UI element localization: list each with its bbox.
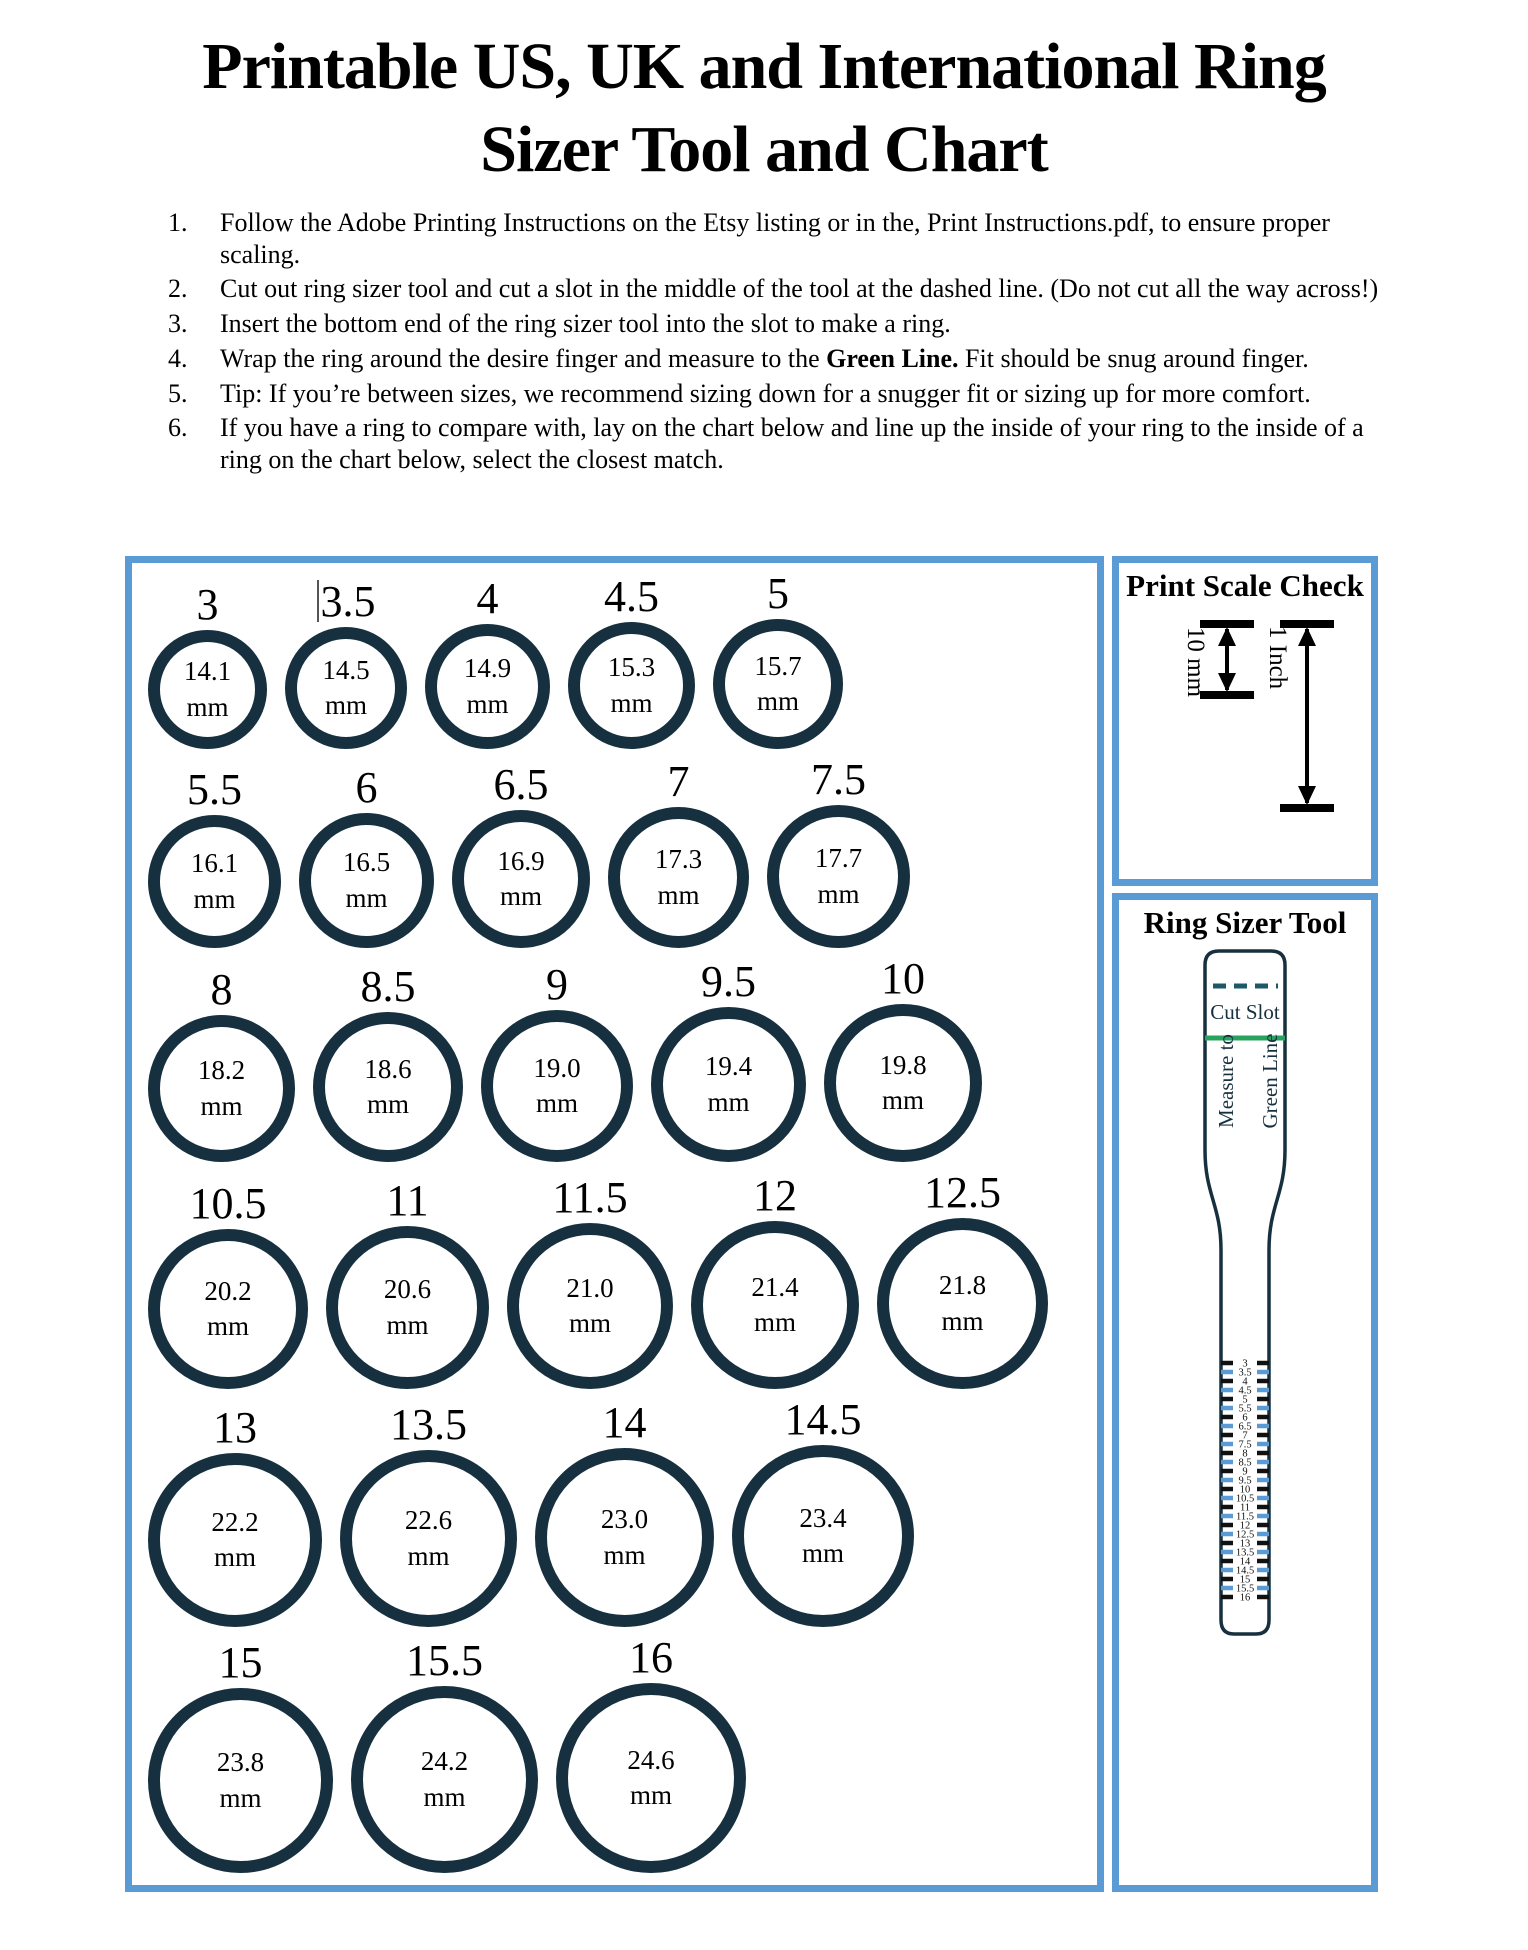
ring-circle bbox=[713, 619, 843, 749]
ring-mm-unit: mm bbox=[193, 883, 236, 914]
page-title bbox=[0, 0, 1528, 191]
ring-mm-label bbox=[601, 1502, 648, 1572]
ring-mm-unit: mm bbox=[801, 1538, 844, 1568]
scale-10mm-arrowhead-up-icon bbox=[1218, 627, 1236, 646]
ring-mm-label bbox=[754, 649, 801, 719]
ring-item bbox=[313, 962, 463, 1162]
ring-mm-label bbox=[627, 1743, 674, 1813]
instruction-number: 3. bbox=[168, 309, 188, 339]
ring-circle bbox=[148, 815, 281, 948]
ring-mm-unit: mm bbox=[466, 688, 509, 719]
ruler-size-label: 10.5 bbox=[1235, 1493, 1255, 1505]
print-scale-check-box bbox=[1112, 556, 1378, 886]
ring-size-label: 9 bbox=[546, 960, 568, 1009]
ring-circle bbox=[824, 1004, 982, 1162]
ring-circle bbox=[608, 807, 749, 948]
ring-circle bbox=[299, 813, 434, 948]
ring-item bbox=[481, 960, 633, 1162]
ring-item bbox=[299, 763, 434, 948]
ruler-size-label: 6 bbox=[1242, 1412, 1248, 1424]
ring-sizer-tool-title: Ring Sizer Tool bbox=[1143, 905, 1347, 940]
ring-mm-label bbox=[566, 1271, 613, 1341]
ring-mm-unit: mm bbox=[941, 1305, 984, 1336]
ruler-size-label: 8 bbox=[1242, 1448, 1248, 1460]
ruler-size-label: 7.5 bbox=[1238, 1439, 1252, 1451]
instruction-number: 5. bbox=[168, 378, 188, 408]
ring-mm-value: 14.5 bbox=[322, 654, 370, 685]
ring-circle bbox=[535, 1448, 714, 1627]
ring-mm-label bbox=[364, 1052, 411, 1122]
ring-row bbox=[148, 954, 1097, 1162]
instruction-bold-text: Green Line. bbox=[826, 343, 959, 373]
ruler-size-label: 14.5 bbox=[1235, 1565, 1255, 1577]
ring-mm-value: 15.3 bbox=[607, 652, 656, 683]
ring-item bbox=[713, 569, 843, 749]
ring-size-label: 7 bbox=[667, 757, 690, 806]
green-line-label: Green Line bbox=[1258, 1033, 1282, 1129]
ring-mm-unit: mm bbox=[499, 881, 542, 911]
ring-mm-unit: mm bbox=[213, 1542, 256, 1572]
ring-item bbox=[148, 580, 267, 749]
ring-circle bbox=[148, 1688, 333, 1873]
ring-mm-unit: mm bbox=[345, 882, 388, 913]
instruction-number: 6. bbox=[168, 413, 188, 443]
ruler-size-label: 9 bbox=[1242, 1466, 1248, 1478]
ring-item bbox=[351, 1636, 538, 1873]
instruction-number: 2. bbox=[168, 274, 188, 304]
ring-item bbox=[824, 954, 982, 1162]
scale-1inch-arrowhead-down-icon bbox=[1298, 786, 1316, 805]
ring-mm-unit: mm bbox=[568, 1308, 611, 1338]
ring-size-label: 12.5 bbox=[924, 1168, 1001, 1217]
ring-mm-value: 16.9 bbox=[497, 845, 545, 876]
ring-mm-label bbox=[405, 1503, 452, 1573]
instruction-text bbox=[220, 378, 1408, 410]
ring-size-label: 4.5 bbox=[604, 572, 659, 621]
ring-circle bbox=[313, 1012, 463, 1162]
ring-row bbox=[148, 569, 1097, 749]
instruction-plain-text: Fit should be snug around finger. bbox=[958, 343, 1309, 373]
ruler-size-label: 12.5 bbox=[1235, 1529, 1255, 1541]
ring-item bbox=[767, 755, 910, 948]
ruler-size-label: 16 bbox=[1239, 1592, 1251, 1604]
print-scale-check-title: Print Scale Check bbox=[1126, 568, 1364, 603]
ring-rows bbox=[148, 569, 1097, 1873]
ring-item bbox=[148, 965, 295, 1162]
ring-size-label: 11.5 bbox=[552, 1173, 628, 1222]
ruler-size-label: 11 bbox=[1239, 1502, 1251, 1514]
ring-mm-unit: mm bbox=[657, 879, 700, 910]
ring-mm-label bbox=[705, 1049, 752, 1119]
instruction-plain-text: Wrap the ring around the desire finger and measure to the bbox=[220, 343, 827, 373]
ring-mm-label bbox=[751, 1270, 798, 1340]
ruler-size-label: 6.5 bbox=[1238, 1421, 1252, 1433]
ruler-size-label: 3.5 bbox=[1238, 1367, 1252, 1379]
ring-item bbox=[535, 1398, 714, 1627]
ring-item bbox=[148, 1403, 322, 1627]
ring-mm-value: 15.7 bbox=[754, 650, 802, 681]
ring-mm-unit: mm bbox=[817, 878, 860, 909]
ring-mm-label bbox=[198, 1053, 245, 1123]
ruler-size-label: 13 bbox=[1239, 1538, 1251, 1550]
instruction-number: 4. bbox=[168, 343, 188, 373]
instruction-text bbox=[220, 308, 1408, 340]
instruction-item bbox=[168, 378, 1408, 410]
ring-mm-value: 22.6 bbox=[404, 1505, 453, 1536]
page-title-line2: Sizer Tool and Chart bbox=[480, 112, 1048, 186]
ring-item bbox=[507, 1173, 673, 1389]
instruction-text bbox=[220, 412, 1408, 475]
ring-mm-unit: mm bbox=[603, 1539, 646, 1570]
ring-mm-label bbox=[655, 842, 702, 912]
instruction-item bbox=[168, 412, 1408, 475]
ring-circle bbox=[148, 1229, 308, 1389]
ruler-size-label: 13.5 bbox=[1235, 1547, 1255, 1559]
ring-size-label: 6 bbox=[355, 763, 378, 812]
ring-mm-value: 23.8 bbox=[216, 1747, 265, 1778]
measure-to-label: Measure to bbox=[1214, 1033, 1238, 1128]
instruction-number: 1. bbox=[168, 208, 188, 237]
ring-size-label: 15 bbox=[218, 1638, 263, 1687]
scale-1inch-arrowhead-up-icon bbox=[1298, 627, 1316, 646]
ring-item bbox=[148, 765, 281, 948]
ring-mm-label bbox=[322, 653, 369, 723]
ring-row bbox=[148, 1633, 1097, 1873]
ruler-size-label: 5 bbox=[1242, 1394, 1248, 1406]
ring-mm-label bbox=[799, 1501, 846, 1571]
ring-mm-value: 14.1 bbox=[183, 656, 232, 687]
ring-mm-label bbox=[211, 1505, 258, 1575]
ruler-size-label: 7 bbox=[1242, 1430, 1248, 1442]
ring-mm-unit: mm bbox=[756, 686, 799, 716]
ring-mm-unit: mm bbox=[881, 1085, 924, 1115]
ring-mm-unit: mm bbox=[423, 1781, 466, 1812]
ring-mm-label bbox=[939, 1268, 986, 1338]
ring-mm-unit: mm bbox=[206, 1311, 249, 1341]
ring-mm-value: 14.9 bbox=[463, 653, 512, 684]
ring-circle bbox=[148, 630, 267, 749]
instruction-item bbox=[168, 343, 1408, 375]
ring-mm-value: 20.6 bbox=[383, 1274, 432, 1305]
ring-size-label: 4 bbox=[476, 574, 499, 623]
ring-circle bbox=[326, 1226, 489, 1389]
ring-size-label: 11 bbox=[386, 1176, 429, 1225]
ring-mm-label bbox=[879, 1048, 926, 1118]
ring-mm-label bbox=[191, 846, 238, 916]
ring-circle bbox=[351, 1686, 538, 1873]
instructions-list bbox=[168, 207, 1408, 476]
instruction-plain-text: Insert the bottom end of the ring sizer tool into the slot to make a ring. bbox=[220, 309, 951, 339]
ring-item bbox=[608, 757, 749, 948]
ring-circle bbox=[340, 1450, 517, 1627]
ring-mm-value: 20.2 bbox=[204, 1275, 252, 1306]
ring-circle bbox=[148, 1015, 295, 1162]
ring-circle bbox=[507, 1223, 673, 1389]
ring-mm-label bbox=[533, 1051, 580, 1121]
ring-size-label: 13 bbox=[213, 1403, 257, 1452]
ring-circle bbox=[556, 1683, 746, 1873]
instruction-text bbox=[220, 273, 1408, 305]
ring-mm-label bbox=[497, 844, 544, 914]
ring-size-chart-box bbox=[125, 556, 1104, 1892]
ring-mm-value: 23.4 bbox=[799, 1502, 847, 1533]
ring-size-label: 14 bbox=[602, 1398, 647, 1447]
ring-circle bbox=[691, 1221, 859, 1389]
ring-item bbox=[732, 1395, 914, 1627]
ring-size-label: 7.5 bbox=[811, 755, 866, 804]
ring-item bbox=[425, 574, 550, 749]
ring-mm-value: 16.5 bbox=[342, 847, 391, 878]
ring-size-label: 8 bbox=[210, 965, 233, 1014]
ring-mm-value: 19.8 bbox=[879, 1049, 927, 1080]
ring-circle bbox=[425, 624, 550, 749]
ruler-size-label: 3 bbox=[1242, 1358, 1248, 1370]
ring-item bbox=[651, 957, 806, 1162]
instruction-plain-text: Tip: If you’re between sizes, we recommend sizing down for a snugger fit or sizing up for more comfort. bbox=[220, 378, 1311, 408]
ring-mm-label bbox=[384, 1272, 431, 1342]
ring-mm-unit: mm bbox=[200, 1090, 243, 1121]
ring-mm-unit: mm bbox=[186, 691, 229, 722]
ring-mm-unit: mm bbox=[366, 1089, 409, 1119]
ring-circle bbox=[732, 1445, 914, 1627]
ring-mm-label bbox=[421, 1744, 468, 1814]
ring-size-label: 3.5 bbox=[317, 577, 376, 627]
ring-size-label: 6.5 bbox=[493, 760, 549, 809]
ring-mm-value: 17.7 bbox=[814, 843, 863, 874]
ruler-size-label: 14 bbox=[1239, 1556, 1251, 1568]
ring-mm-label bbox=[184, 654, 231, 724]
instruction-text bbox=[220, 207, 1408, 270]
ruler-size-label: 15 bbox=[1239, 1574, 1251, 1586]
ring-mm-value: 18.2 bbox=[197, 1055, 246, 1086]
ruler-size-label: 15.5 bbox=[1235, 1583, 1255, 1595]
ring-size-label: 9.5 bbox=[701, 957, 756, 1006]
ring-size-label: 14.5 bbox=[784, 1395, 862, 1444]
ruler-size-label: 4 bbox=[1242, 1376, 1248, 1388]
ring-mm-label bbox=[204, 1274, 251, 1344]
ring-size-label: 13.5 bbox=[390, 1400, 467, 1449]
ruler-size-label: 11.5 bbox=[1236, 1511, 1254, 1523]
instruction-plain-text: Follow the Adobe Printing Instructions on the Etsy listing or in the, Print Instructions.pdf, to ensure proper scaling. bbox=[220, 208, 1330, 269]
ring-mm-unit: mm bbox=[707, 1086, 750, 1117]
ring-mm-value: 23.0 bbox=[600, 1504, 649, 1535]
instruction-text bbox=[220, 343, 1408, 375]
ring-item bbox=[452, 760, 590, 948]
ring-mm-value: 19.4 bbox=[704, 1051, 753, 1082]
ring-mm-label bbox=[464, 651, 511, 721]
ring-sizer-tool-diagram bbox=[1180, 943, 1310, 1655]
scale-10mm-label: 10 mm bbox=[1182, 626, 1209, 697]
ring-mm-value: 18.6 bbox=[364, 1053, 412, 1084]
ring-size-label: 3 bbox=[196, 580, 219, 629]
instruction-plain-text: Cut out ring sizer tool and cut a slot in the middle of the tool at the dashed line. (Do not cut all the way across!) bbox=[220, 274, 1379, 304]
ring-row bbox=[148, 755, 1097, 948]
ring-circle bbox=[651, 1007, 806, 1162]
page-title-line1: Printable US, UK and International Ring bbox=[202, 30, 1326, 103]
ring-sizer-tool-box bbox=[1112, 893, 1378, 1892]
scale-10mm-arrowhead-down-icon bbox=[1218, 673, 1236, 692]
ring-circle bbox=[877, 1218, 1048, 1389]
ruler-size-label: 4.5 bbox=[1238, 1385, 1252, 1397]
ring-circle bbox=[481, 1010, 633, 1162]
ring-size-label: 12 bbox=[753, 1171, 797, 1220]
ring-item bbox=[340, 1400, 517, 1627]
ring-size-label: 8.5 bbox=[360, 962, 416, 1011]
ring-mm-value: 19.0 bbox=[533, 1052, 581, 1083]
instruction-item bbox=[168, 308, 1408, 340]
ring-mm-value: 21.4 bbox=[751, 1271, 799, 1302]
ruler-size-label: 5.5 bbox=[1238, 1403, 1252, 1415]
ring-mm-label bbox=[217, 1745, 264, 1815]
cut-slot-label: Cut Slot bbox=[1210, 999, 1280, 1024]
ring-size-label: 16 bbox=[629, 1633, 673, 1682]
ring-size-label: 15.5 bbox=[406, 1636, 483, 1685]
ring-circle bbox=[568, 622, 695, 749]
scale-1inch-label: 1 Inch bbox=[1264, 625, 1291, 689]
ruler-size-label: 12 bbox=[1239, 1520, 1251, 1532]
ring-item bbox=[691, 1171, 859, 1389]
ring-circle bbox=[285, 627, 407, 749]
ring-mm-label bbox=[608, 650, 655, 720]
ring-size-chart-section bbox=[125, 556, 1403, 1892]
ring-mm-label bbox=[815, 841, 862, 911]
ring-mm-unit: mm bbox=[407, 1540, 450, 1571]
ring-item bbox=[556, 1633, 746, 1873]
ring-circle bbox=[148, 1453, 322, 1627]
ring-mm-value: 22.2 bbox=[211, 1506, 259, 1537]
ring-mm-unit: mm bbox=[753, 1307, 796, 1337]
ring-mm-unit: mm bbox=[629, 1780, 672, 1810]
ring-circle bbox=[767, 805, 910, 948]
ring-mm-unit: mm bbox=[324, 690, 367, 720]
ring-mm-value: 17.3 bbox=[654, 844, 703, 875]
ring-mm-unit: mm bbox=[386, 1309, 429, 1340]
ring-mm-unit: mm bbox=[610, 687, 653, 718]
ring-mm-label bbox=[343, 845, 390, 915]
ring-size-label: 5 bbox=[767, 569, 789, 618]
ring-size-label: 5.5 bbox=[187, 765, 242, 814]
ring-mm-value: 24.6 bbox=[627, 1744, 675, 1775]
ruler-size-label: 8.5 bbox=[1238, 1457, 1252, 1469]
ring-mm-unit: mm bbox=[219, 1782, 262, 1813]
ring-mm-unit: mm bbox=[535, 1088, 578, 1118]
instruction-item bbox=[168, 273, 1408, 305]
ring-size-label: 10.5 bbox=[189, 1179, 267, 1228]
ring-item bbox=[148, 1638, 333, 1873]
ring-item bbox=[148, 1179, 308, 1389]
ring-item bbox=[326, 1176, 489, 1389]
ring-size-label: 10 bbox=[881, 954, 925, 1003]
ring-circle bbox=[452, 810, 590, 948]
ring-mm-value: 21.0 bbox=[566, 1272, 614, 1303]
ring-row bbox=[148, 1395, 1097, 1627]
ring-mm-value: 24.2 bbox=[420, 1746, 469, 1777]
instruction-plain-text: If you have a ring to compare with, lay on the chart below and line up the inside of your ring to the inside of a ring on the chart below, select the closest match. bbox=[220, 413, 1364, 475]
ring-item bbox=[285, 577, 407, 749]
ring-mm-value: 21.8 bbox=[938, 1270, 987, 1301]
ruler-size-label: 10 bbox=[1239, 1484, 1251, 1496]
ring-mm-value: 16.1 bbox=[190, 848, 239, 879]
ring-item bbox=[568, 572, 695, 749]
ruler-size-label: 9.5 bbox=[1238, 1475, 1252, 1487]
ring-row bbox=[148, 1168, 1097, 1389]
ring-item bbox=[877, 1168, 1048, 1389]
print-scale-check-diagram bbox=[1130, 610, 1360, 850]
instruction-item bbox=[168, 207, 1408, 270]
